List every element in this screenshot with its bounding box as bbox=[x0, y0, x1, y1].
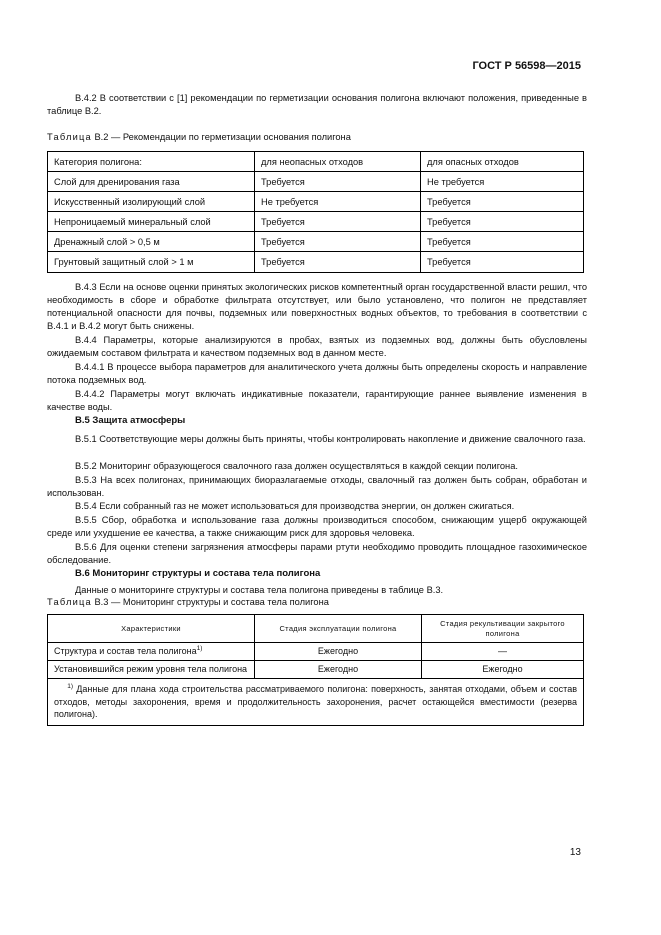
table-label: Таблица bbox=[47, 132, 92, 142]
document-header: ГОСТ Р 56598—2015 bbox=[472, 60, 581, 72]
table-row bbox=[48, 192, 584, 212]
table-header-cell: Стадия эксплуатации полигона bbox=[255, 615, 422, 643]
table-label: Таблица bbox=[47, 597, 92, 607]
table-caption-text: В.3 — Мониторинг структуры и состава тела полигона bbox=[94, 597, 329, 607]
table-header-cell: для неопасных отходов bbox=[255, 152, 421, 172]
paragraph-b54: В.5.4 Если собранный газ не может использоваться для производства энергии, он должен сжигаться. bbox=[75, 501, 515, 511]
table-caption-text: В.2 — Рекомендации по герметизации основания полигона bbox=[94, 132, 351, 142]
paragraph-b441: В.4.4.1 В процессе выбора параметров для аналитического учета должны быть определены скорость и направление потока подземных вод. bbox=[47, 362, 587, 386]
table-header-row bbox=[48, 615, 584, 643]
table-cell: Не требуется bbox=[255, 192, 421, 212]
table-cell: Ежегодно bbox=[422, 661, 584, 679]
footnote-mark: 1) bbox=[67, 683, 73, 691]
table-b3-caption bbox=[47, 596, 329, 609]
table-cell: Требуется bbox=[421, 252, 584, 272]
table-row bbox=[48, 172, 584, 192]
table-cell: Искусственный изолирующий слой bbox=[48, 192, 255, 212]
paragraph-b42: В.4.2 В соответствии с [1] рекомендации по герметизации основания полигона включают положения, приведенные в таблице В.2. bbox=[47, 93, 587, 117]
table-cell: Слой для дренирования газа bbox=[48, 172, 255, 192]
table-b3 bbox=[47, 614, 584, 726]
table-footnote-row bbox=[48, 679, 584, 726]
paragraph-b6: Данные о мониторинге структуры и состава тела полигона приведены в таблице В.3. bbox=[75, 585, 444, 595]
table-row bbox=[48, 252, 584, 272]
table-cell: Ежегодно bbox=[255, 661, 422, 679]
table-b2 bbox=[47, 151, 584, 273]
section-heading-b6: В.6 Мониторинг структуры и состава тела полигона bbox=[75, 568, 321, 579]
table-cell: Установившийся режим уровня тела полигона bbox=[48, 661, 255, 679]
paragraph-b52: В.5.2 Мониторинг образующегося свалочного газа должен осуществляться в каждой секции полигона. bbox=[75, 461, 518, 471]
table-header-cell: Категория полигона: bbox=[48, 152, 255, 172]
table-cell: Требуется bbox=[255, 232, 421, 252]
table-cell: Дренажный слой > 0,5 м bbox=[48, 232, 255, 252]
table-row bbox=[48, 661, 584, 679]
table-header-cell: Стадия рекультивации закрытого полигона bbox=[422, 615, 584, 643]
table-header-row bbox=[48, 152, 584, 172]
paragraph-b55: В.5.5 Сбор, обработка и использование газа должны производиться способом, снижающим ущерб окружающей среде или ухудшение ее качества, а также снижающим риск для здоровья человека. bbox=[47, 515, 587, 539]
table-row bbox=[48, 643, 584, 661]
table-cell: Требуется bbox=[421, 192, 584, 212]
table-b2-caption bbox=[47, 131, 351, 144]
paragraph-b53: В.5.3 На всех полигонах, принимающих биоразлагаемые отходы, свалочный газ должен быть собран, обработан и использован. bbox=[47, 475, 587, 499]
table-header-cell: для опасных отходов bbox=[421, 152, 584, 172]
table-cell: Грунтовый защитный слой > 1 м bbox=[48, 252, 255, 272]
table-cell: Непроницаемый минеральный слой bbox=[48, 212, 255, 232]
table-cell: Не требуется bbox=[421, 172, 584, 192]
table-cell bbox=[48, 643, 255, 661]
table-row bbox=[48, 232, 584, 252]
paragraph-b43: В.4.3 Если на основе оценки принятых экологических рисков компетентный орган государственной власти решил, что необходимость в сборе и обработке фильтрата отсутствует, или было установлено, что полигон не представляет потенциальной опасности для почвы, подземных или поверхностных водных объектов, то требования в соответствии с В.4.1 и В.4.2 могут быть снижены. bbox=[47, 282, 587, 332]
footnote-ref: 1) bbox=[196, 645, 203, 652]
table-header-cell: Характеристики bbox=[48, 615, 255, 643]
paragraph-b51: В.5.1 Соответствующие меры должны быть приняты, чтобы контролировать накопление и движение свалочного газа. bbox=[75, 434, 586, 444]
page-number: 13 bbox=[569, 847, 581, 858]
table-cell: — bbox=[422, 643, 584, 661]
paragraph-b442: В.4.4.2 Параметры могут включать индикативные показатели, гарантирующие раннее выявление изменения в качестве воды. bbox=[47, 389, 587, 413]
table-row bbox=[48, 212, 584, 232]
table-cell: Требуется bbox=[421, 232, 584, 252]
paragraph-b44: В.4.4 Параметры, которые анализируются в пробах, взятых из подземных вод, должны быть обусловлены ожидаемым составом фильтрата и качеством подземных вод в данном месте. bbox=[47, 335, 587, 359]
table-cell: Требуется bbox=[421, 212, 584, 232]
table-cell: Требуется bbox=[255, 212, 421, 232]
table-cell: Требуется bbox=[255, 252, 421, 272]
paragraph-b56: В.5.6 Для оценки степени загрязнения атмосферы парами ртути необходимо проводить площадное газохимическое обследование. bbox=[47, 542, 587, 566]
cell-text: Структура и состав тела полигона bbox=[54, 646, 197, 656]
table-cell: Требуется bbox=[255, 172, 421, 192]
footnote-text: Данные для плана хода строительства рассматриваемого полигона: поверхность, занятая отходами, объем и состав отходов, методы захоронения, время и продолжительность захоронения, расчет остающейся вместимости (резерва полигона). bbox=[54, 684, 577, 720]
table-cell: Ежегодно bbox=[255, 643, 422, 661]
section-heading-b5: В.5 Защита атмосферы bbox=[75, 415, 186, 426]
table-footnote bbox=[48, 679, 584, 726]
